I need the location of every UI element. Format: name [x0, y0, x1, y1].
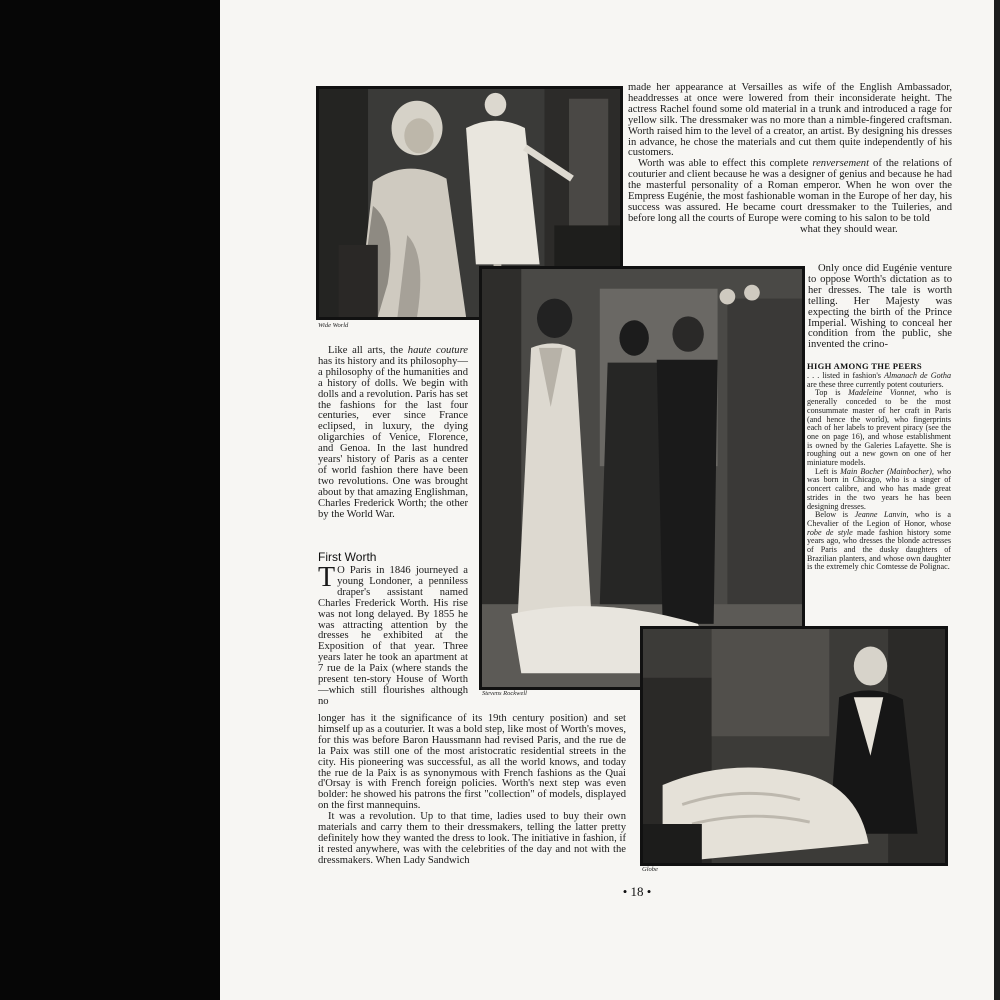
sidebar-caption: [807, 372, 951, 572]
sidebar-mainbocher: Left is Main Bocher (Mainbocher), who was born in Chicago, who is a singer of concert calibre, and who has made great strides in the two years he has been designing dresses.: [807, 466, 951, 511]
section-heading: First Worth: [318, 550, 377, 564]
photo-mainbocher-image: [482, 269, 802, 687]
section-text-wide: [318, 714, 626, 867]
paragraph-section-1-cont: longer has it the significance of its 19th century position) and set himself up as a couturier. It was a bold step, like most of Worth's moves, for this was before Baron Haussmann had revised Paris, and the rue de la Paix was still one of the most aristocratic residential streets in the city. His pioneering was successful, as all the world knows, and today the rue de la Paix is as synonymous with French fashions as the Quai d'Orsay is with French foreign policies. Worth's next step was even bolder: he showed his patrons the first "collection" of models, displayed on the first mannequins.: [318, 713, 626, 812]
page-number: • 18 •: [622, 884, 652, 899]
photo-lanvin-with-fabric: [640, 626, 948, 866]
section-text-narrow: [318, 562, 468, 708]
paragraph-section-2: It was a revolution. Up to that time, ladies used to buy their own materials and carry them to their dressmakers, telling the latter pretty definitely how they wanted the dress to look. The initiative in fashion, if it rested anywhere, was with the celebrities of the day and not with the dressmakers. When Lady Sandwich: [318, 811, 626, 866]
sidebar-vionnet: Top is Madeleine Vionnet, who is generally conceded to be the most consummate master of her craft in Paris (and hence the world), who fingerprints each of her labels to prevent piracy (see the one on page 16), and whose establishment is owned by the Galeries Lafayette. She is roughing out a new gown on one of her miniature models.: [807, 388, 951, 468]
magazine-page: [220, 0, 994, 1000]
drop-cap: T: [318, 562, 336, 593]
right-narrow-column-text: [808, 264, 952, 351]
page-edge-shadow: [994, 0, 1000, 1000]
intro-text: [318, 346, 468, 521]
right-column-text: [628, 83, 952, 236]
paragraph-right-2-end: what they should wear.: [800, 223, 898, 235]
photo-lanvin-image: [643, 629, 945, 863]
photo-credit-center: Stevens Rockwell: [482, 690, 527, 697]
paragraph-right-2: Worth was able to effect this complete renversement of the relations of couturier and client because he was a designer of genius and because he had the masterful personality of a Roman emperor. When he won over the Empress Eugénie, the most fashionable woman in the Europe of her day, his success was assured. He became court dressmaker to the Tuileries, and before long all the courts of Europe were coming to his salon to be told: [628, 158, 952, 224]
photo-credit-bottom-right: Globe: [642, 866, 658, 873]
paragraph-intro: Like all arts, the haute couture has its history and its philosophy—a philosophy of the humanities and a history of dolls. We begin with dolls and a revolution. Paris has set the fashions for the last four centuries, ever since France eclipsed, in luxury, the dying oligarchies of Venice, Florence, and Genoa. In the last hundred years' history of Paris as a center of world fashion there have been two revolutions. One was brought about by that amazing Englishman, Charles Frederick Worth; the other by the World War.: [318, 345, 469, 520]
paragraph-section-1: T O Paris in 1846 journeyed a young Londoner, a penniless draper's assistant named Charles Frederick Worth. His rise was not long delayed. By 1855 he was attracting attention by the dresses he exhibited at the Exposition of that year. Three years later he took an apartment at 7 rue de la Paix (where stands the present ten-story House of Worth—which still flourishes although no: [318, 562, 468, 707]
paragraph-right-3: Only once did Eugénie venture to oppose Worth's dictation as to her dresses. The tale is worth telling. Her Majesty was expecting the birth of the Prince Imperial. Wishing to conceal her condition from the public, she invented the crino-: [808, 263, 952, 351]
sidebar-lanvin: Below is Jeanne Lanvin, who is a Chevalier of the Legion of Honor, whose robe de style made fashion history some years ago, who dresses the blonde actresses of Paris and the dusky daughters of Brazilian planters, and whose own daughter is the extremely chic Comtesse de Polignac.: [807, 510, 952, 572]
photo-credit-top-left: Wide World: [318, 322, 349, 329]
paragraph-right-1: made her appearance at Versailles as wife of the English Ambassador, headdresses at once were lowered from their inconsiderate height. The actress Rachel found some old material in a trunk and introduced a rage for yellow silk. The dressmaker was no more than a nimble-fingered craftsman. Worth raised him to the level of a creator, an artist. By designing his dresses in advance, he chose the materials and cut them quite independently of his customers.: [628, 82, 952, 159]
sidebar-lead: . . . listed in fashion's Almanach de Gotha are these three currently potent couturiers.: [807, 371, 951, 389]
sidebar-title: HIGH AMONG THE PEERS: [807, 361, 922, 371]
